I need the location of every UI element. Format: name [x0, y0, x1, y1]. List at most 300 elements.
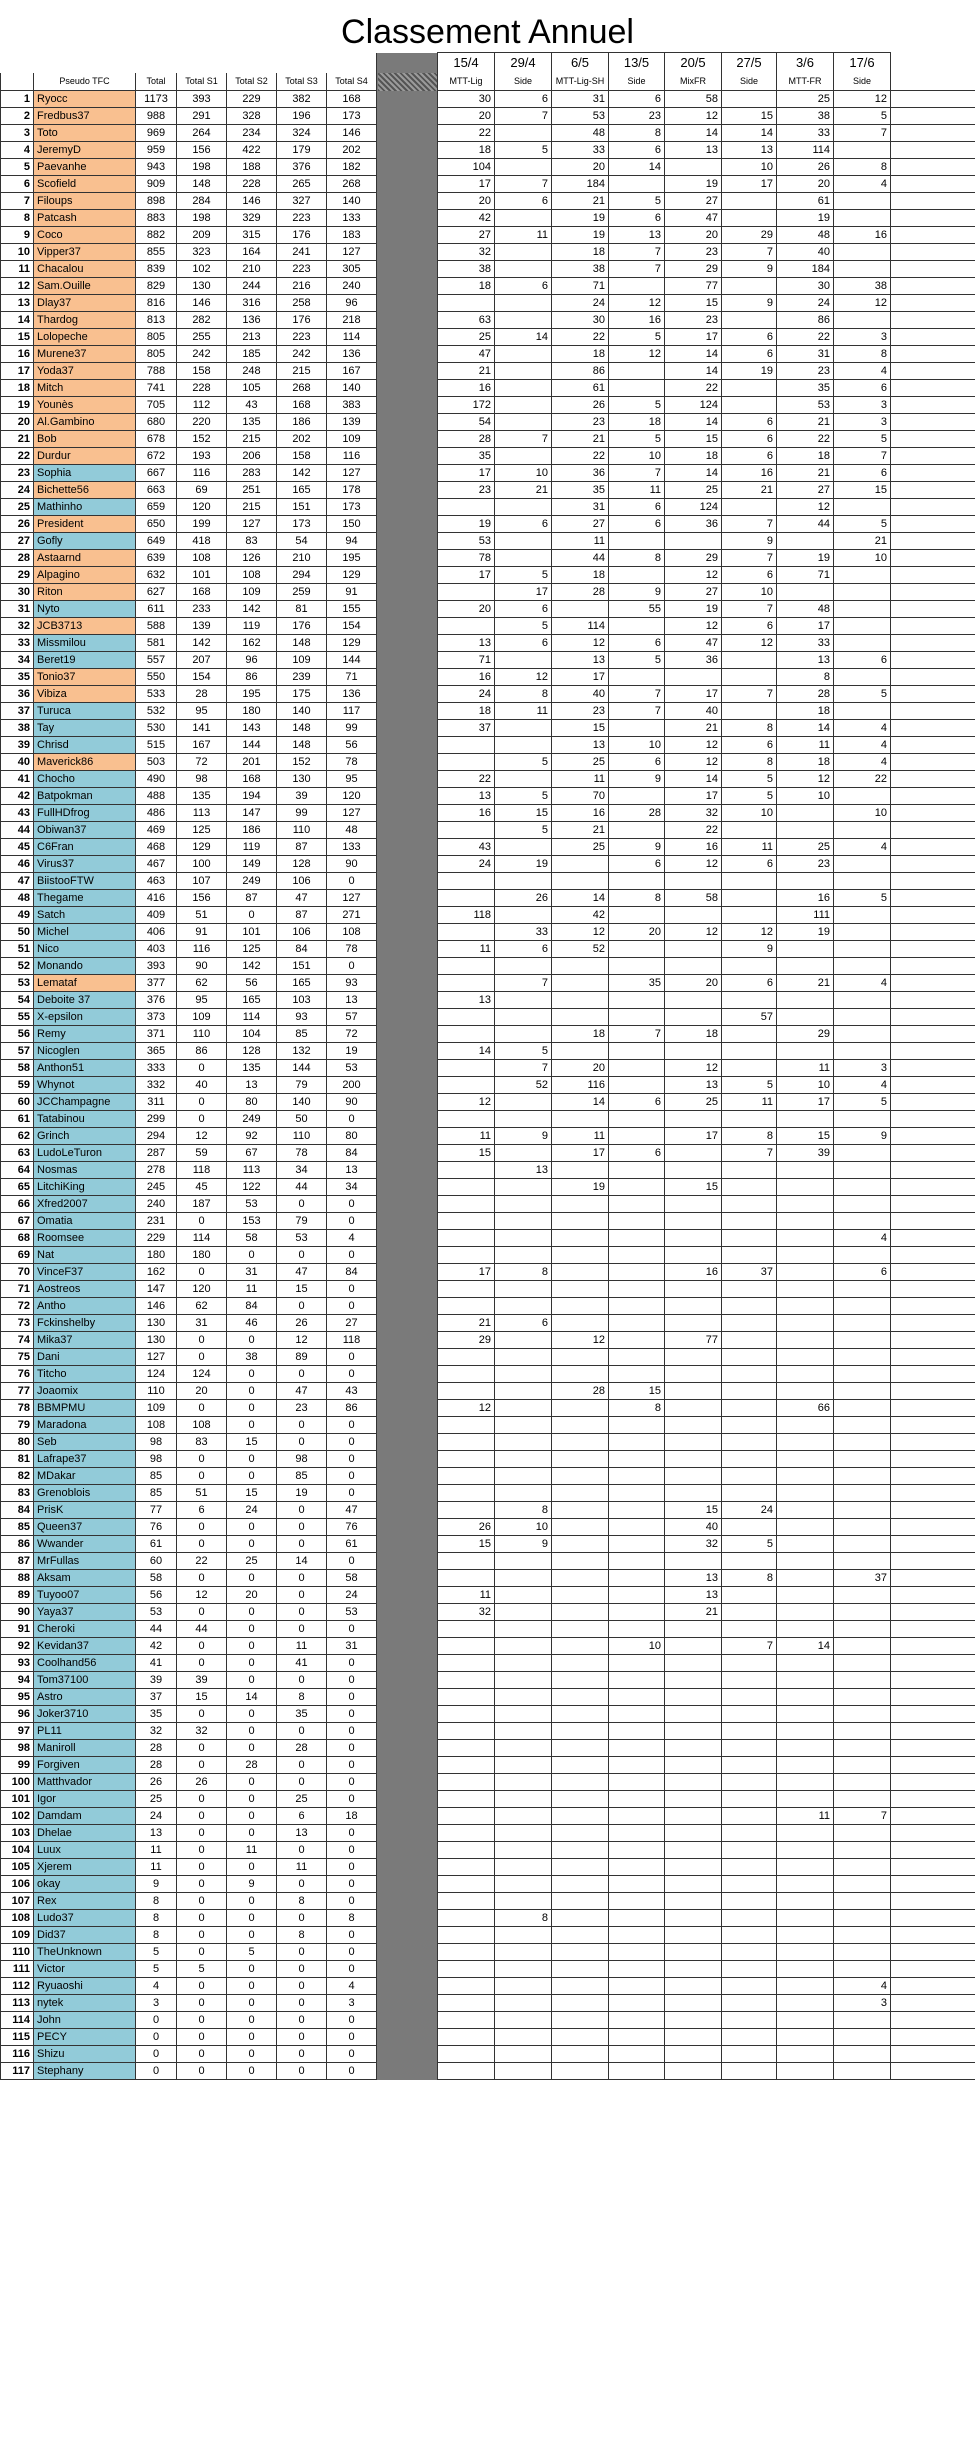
rank-cell: 52	[1, 958, 34, 975]
season-1-cell: 32	[177, 1723, 227, 1740]
event-points-cell: 6	[609, 516, 665, 533]
event-points-cell	[834, 601, 891, 618]
season-2-cell: 0	[227, 1247, 277, 1264]
event-points-cell	[834, 567, 891, 584]
event-points-cell	[834, 1400, 891, 1417]
event-points-cell	[552, 1757, 609, 1774]
separator-column	[377, 278, 438, 295]
season-1-cell: 142	[177, 635, 227, 652]
player-name: PECY	[34, 2029, 136, 2046]
event-points-cell	[777, 1757, 834, 1774]
table-row	[1, 601, 975, 618]
player-name: Seb	[34, 1434, 136, 1451]
table-row	[1, 1077, 975, 1094]
total-cell: 77	[136, 1502, 177, 1519]
rank-cell: 60	[1, 1094, 34, 1111]
event-points-cell	[665, 1043, 722, 1060]
event-points-cell: 8	[495, 1502, 552, 1519]
season-2-cell: 135	[227, 414, 277, 431]
event-points-cell	[552, 1995, 609, 2012]
player-name: Paevanhe	[34, 159, 136, 176]
event-date: 29/4	[495, 53, 552, 73]
event-points-cell	[777, 1791, 834, 1808]
separator-column	[377, 1417, 438, 1434]
season-2-cell: 9	[227, 1876, 277, 1893]
total-cell: 943	[136, 159, 177, 176]
rank-cell: 112	[1, 1978, 34, 1995]
event-points-cell	[777, 1553, 834, 1570]
event-points-cell	[722, 669, 777, 686]
event-points-cell: 7	[722, 244, 777, 261]
event-points-cell	[438, 1978, 495, 1995]
event-date: 17/6	[834, 53, 891, 73]
event-points-cell: 4	[834, 720, 891, 737]
separator-column	[377, 1451, 438, 1468]
event-points-cell: 36	[552, 465, 609, 482]
event-points-cell: 11	[495, 703, 552, 720]
event-points-cell: 27	[777, 482, 834, 499]
event-points-cell: 22	[777, 431, 834, 448]
separator-column	[377, 1757, 438, 1774]
season-4-cell: 80	[327, 1128, 377, 1145]
rank-cell: 5	[1, 159, 34, 176]
trailing-cell	[891, 1400, 975, 1417]
rank-cell: 38	[1, 720, 34, 737]
season-3-cell: 0	[277, 1298, 327, 1315]
rank-cell: 30	[1, 584, 34, 601]
trailing-cell	[891, 975, 975, 992]
season-2-cell: 38	[227, 1349, 277, 1366]
season-2-cell: 0	[227, 1604, 277, 1621]
event-points-cell	[609, 1434, 665, 1451]
season-1-cell: 0	[177, 1876, 227, 1893]
season-2-cell: 0	[227, 1774, 277, 1791]
rank-cell: 31	[1, 601, 34, 618]
event-points-cell	[495, 1638, 552, 1655]
event-points-cell	[665, 1366, 722, 1383]
rank-cell: 35	[1, 669, 34, 686]
event-points-cell	[777, 1859, 834, 1876]
event-points-cell	[609, 1128, 665, 1145]
total-cell: 403	[136, 941, 177, 958]
season-2-cell: 249	[227, 873, 277, 890]
event-points-cell: 12	[609, 295, 665, 312]
event-points-cell	[777, 1366, 834, 1383]
separator-column	[377, 448, 438, 465]
event-points-cell	[495, 1451, 552, 1468]
table-row	[1, 1213, 975, 1230]
event-points-cell: 13	[665, 1077, 722, 1094]
player-name: Nosmas	[34, 1162, 136, 1179]
event-points-cell	[495, 499, 552, 516]
season-4-cell: 0	[327, 2012, 377, 2029]
event-points-cell	[438, 1009, 495, 1026]
trailing-cell	[891, 210, 975, 227]
event-points-cell: 38	[834, 278, 891, 295]
event-points-cell	[834, 1043, 891, 1060]
event-points-cell: 18	[777, 703, 834, 720]
rank-cell: 109	[1, 1927, 34, 1944]
event-points-cell: 172	[438, 397, 495, 414]
event-points-cell	[777, 1910, 834, 1927]
season-2-cell: 0	[227, 1825, 277, 1842]
trailing-cell	[891, 958, 975, 975]
player-name: Titcho	[34, 1366, 136, 1383]
season-1-cell: 0	[177, 1570, 227, 1587]
season-4-cell: 271	[327, 907, 377, 924]
event-points-cell: 6	[722, 431, 777, 448]
event-points-cell: 20	[438, 193, 495, 210]
season-4-cell: 0	[327, 1468, 377, 1485]
event-points-cell: 12	[665, 737, 722, 754]
total-cell: 0	[136, 2046, 177, 2063]
event-points-cell: 27	[438, 227, 495, 244]
player-name: Mitch	[34, 380, 136, 397]
rank-cell: 78	[1, 1400, 34, 1417]
table-row	[1, 244, 975, 261]
event-points-cell	[552, 1808, 609, 1825]
event-points-cell	[609, 1587, 665, 1604]
event-points-cell: 18	[552, 244, 609, 261]
event-points-cell: 25	[438, 329, 495, 346]
trailing-cell	[891, 584, 975, 601]
season-1-cell: 108	[177, 550, 227, 567]
event-points-cell	[552, 1298, 609, 1315]
rank-cell: 98	[1, 1740, 34, 1757]
event-points-cell	[495, 159, 552, 176]
event-points-cell	[495, 2046, 552, 2063]
event-points-cell	[495, 346, 552, 363]
separator-column	[377, 1264, 438, 1281]
event-points-cell: 7	[495, 108, 552, 125]
rank-cell: 22	[1, 448, 34, 465]
trailing-cell	[891, 1978, 975, 1995]
event-points-cell	[495, 1808, 552, 1825]
event-points-cell: 32	[438, 244, 495, 261]
event-points-cell	[834, 873, 891, 890]
rank-cell: 33	[1, 635, 34, 652]
season-4-cell: 0	[327, 1842, 377, 1859]
event-points-cell	[777, 1434, 834, 1451]
event-points-cell	[834, 1145, 891, 1162]
player-name: Coolhand56	[34, 1655, 136, 1672]
season-1-cell: 0	[177, 1604, 227, 1621]
season-2-cell: 0	[227, 1519, 277, 1536]
event-points-cell: 27	[552, 516, 609, 533]
season-1-cell: 0	[177, 1094, 227, 1111]
event-points-cell	[495, 1621, 552, 1638]
event-points-cell	[777, 1009, 834, 1026]
total-cell: 839	[136, 261, 177, 278]
event-points-cell	[495, 2063, 552, 2080]
event-points-cell: 7	[495, 1060, 552, 1077]
season-4-cell: 3	[327, 1995, 377, 2012]
separator-column	[377, 1910, 438, 1927]
trailing-cell	[891, 805, 975, 822]
event-points-cell	[609, 1723, 665, 1740]
rank-cell: 61	[1, 1111, 34, 1128]
trailing-cell	[891, 652, 975, 669]
season-1-cell: 112	[177, 397, 227, 414]
event-points-cell	[552, 2029, 609, 2046]
season-1-cell: 129	[177, 839, 227, 856]
event-points-cell	[777, 1723, 834, 1740]
player-name: MDakar	[34, 1468, 136, 1485]
event-points-cell	[438, 1689, 495, 1706]
event-points-cell	[834, 1111, 891, 1128]
event-points-cell: 21	[722, 482, 777, 499]
season-3-cell: 47	[277, 1264, 327, 1281]
season-4-cell: 168	[327, 91, 377, 108]
table-row	[1, 91, 975, 108]
total-cell: 56	[136, 1587, 177, 1604]
season-2-cell: 422	[227, 142, 277, 159]
event-points-cell: 47	[438, 346, 495, 363]
separator-column	[377, 856, 438, 873]
event-points-cell	[438, 1876, 495, 1893]
season-1-cell: 22	[177, 1553, 227, 1570]
event-points-cell	[438, 1077, 495, 1094]
season-4-cell: 0	[327, 1791, 377, 1808]
event-points-cell: 9	[609, 771, 665, 788]
season-1-cell: 158	[177, 363, 227, 380]
season-2-cell: 0	[227, 1536, 277, 1553]
player-name: Yoda37	[34, 363, 136, 380]
table-row	[1, 1842, 975, 1859]
season-3-cell: 47	[277, 1383, 327, 1400]
season-4-cell: 0	[327, 1111, 377, 1128]
event-points-cell	[609, 1332, 665, 1349]
season-4-cell: 0	[327, 1196, 377, 1213]
event-points-cell: 10	[777, 788, 834, 805]
event-points-cell: 22	[438, 771, 495, 788]
event-points-cell	[722, 1893, 777, 1910]
season-3-cell: 196	[277, 108, 327, 125]
season-1-cell: 152	[177, 431, 227, 448]
event-points-cell: 6	[495, 941, 552, 958]
event-points-cell: 19	[552, 210, 609, 227]
season-4-cell: 84	[327, 1264, 377, 1281]
player-name: Toto	[34, 125, 136, 142]
season-2-cell: 113	[227, 1162, 277, 1179]
event-points-cell	[438, 2029, 495, 2046]
total-cell: 813	[136, 312, 177, 329]
season-4-cell: 0	[327, 1485, 377, 1502]
table-row	[1, 873, 975, 890]
event-points-cell: 32	[438, 1604, 495, 1621]
event-points-cell: 11	[777, 737, 834, 754]
event-points-cell: 30	[552, 312, 609, 329]
trailing-cell	[891, 1298, 975, 1315]
rank-cell: 75	[1, 1349, 34, 1366]
event-points-cell: 9	[722, 533, 777, 550]
player-name: Stephany	[34, 2063, 136, 2080]
event-points-cell	[552, 1230, 609, 1247]
column-header-row	[1, 73, 975, 91]
trailing-cell	[891, 669, 975, 686]
total-cell: 503	[136, 754, 177, 771]
player-name: Nat	[34, 1247, 136, 1264]
rank-cell: 103	[1, 1825, 34, 1842]
season-1-cell: 0	[177, 1808, 227, 1825]
event-points-cell: 12	[665, 108, 722, 125]
event-points-cell	[665, 1315, 722, 1332]
event-points-cell: 20	[438, 108, 495, 125]
event-points-cell	[722, 1315, 777, 1332]
event-points-cell: 14	[495, 329, 552, 346]
event-points-cell	[609, 1196, 665, 1213]
event-points-cell: 8	[609, 125, 665, 142]
player-name: FullHDfrog	[34, 805, 136, 822]
player-name: Durdur	[34, 448, 136, 465]
event-points-cell	[609, 669, 665, 686]
season-3-cell: 50	[277, 1111, 327, 1128]
table-row	[1, 2046, 975, 2063]
event-points-cell	[438, 1434, 495, 1451]
season-3-cell: 28	[277, 1740, 327, 1757]
season-3-cell: 0	[277, 2012, 327, 2029]
event-points-cell	[438, 1298, 495, 1315]
event-points-cell: 3	[834, 329, 891, 346]
event-points-cell: 20	[438, 601, 495, 618]
player-name: Batpokman	[34, 788, 136, 805]
season-2-cell: 0	[227, 1995, 277, 2012]
rank-cell: 7	[1, 193, 34, 210]
separator-column	[377, 584, 438, 601]
trailing-cell	[891, 1791, 975, 1808]
event-points-cell: 10	[834, 550, 891, 567]
event-points-cell	[834, 1281, 891, 1298]
event-points-cell	[495, 771, 552, 788]
season-1-cell: 167	[177, 737, 227, 754]
player-name: Mika37	[34, 1332, 136, 1349]
event-points-cell	[552, 1672, 609, 1689]
event-points-cell: 20	[552, 1060, 609, 1077]
total-cell: 377	[136, 975, 177, 992]
event-points-cell	[552, 2012, 609, 2029]
trailing-cell	[891, 142, 975, 159]
season-4-cell: 86	[327, 1400, 377, 1417]
player-name: Omatia	[34, 1213, 136, 1230]
event-points-cell	[665, 992, 722, 1009]
event-points-cell	[777, 1655, 834, 1672]
season-2-cell: 0	[227, 1740, 277, 1757]
event-points-cell	[495, 1213, 552, 1230]
event-points-cell	[834, 584, 891, 601]
event-points-cell: 6	[834, 1264, 891, 1281]
event-points-cell: 19	[777, 924, 834, 941]
total-cell: 240	[136, 1196, 177, 1213]
season-4-cell: 31	[327, 1638, 377, 1655]
season-3-cell: 148	[277, 635, 327, 652]
event-points-cell	[834, 1638, 891, 1655]
event-points-cell	[777, 1298, 834, 1315]
event-points-cell: 12	[665, 567, 722, 584]
player-name: Wwander	[34, 1536, 136, 1553]
event-points-cell	[495, 1366, 552, 1383]
event-points-cell	[777, 1842, 834, 1859]
event-points-cell: 22	[777, 329, 834, 346]
event-points-cell	[609, 1706, 665, 1723]
season-4-cell: 178	[327, 482, 377, 499]
table-row	[1, 499, 975, 516]
rank-cell: 18	[1, 380, 34, 397]
trailing-cell	[891, 1264, 975, 1281]
event-points-cell: 29	[438, 1332, 495, 1349]
event-points-cell: 13	[722, 142, 777, 159]
event-points-cell: 52	[495, 1077, 552, 1094]
season-1-cell: 39	[177, 1672, 227, 1689]
season-4-cell: 56	[327, 737, 377, 754]
event-points-cell: 86	[777, 312, 834, 329]
separator-column	[377, 1995, 438, 2012]
season-4-cell: 0	[327, 1740, 377, 1757]
season-2-cell: 149	[227, 856, 277, 873]
player-name: okay	[34, 1876, 136, 1893]
event-points-cell: 21	[665, 1604, 722, 1621]
season-3-cell: 54	[277, 533, 327, 550]
table-row	[1, 227, 975, 244]
total-cell: 245	[136, 1179, 177, 1196]
event-points-cell: 30	[777, 278, 834, 295]
season-1-cell: 6	[177, 1502, 227, 1519]
event-points-cell: 12	[665, 924, 722, 941]
player-name: Filoups	[34, 193, 136, 210]
event-points-cell	[438, 1791, 495, 1808]
event-points-cell: 14	[665, 414, 722, 431]
event-points-cell	[495, 533, 552, 550]
total-cell: 9	[136, 1876, 177, 1893]
separator-column	[377, 142, 438, 159]
rank-cell: 50	[1, 924, 34, 941]
total-cell: 32	[136, 1723, 177, 1740]
season-4-cell: 43	[327, 1383, 377, 1400]
season-1-cell: 102	[177, 261, 227, 278]
rank-cell: 4	[1, 142, 34, 159]
total-cell: 581	[136, 635, 177, 652]
rank-cell: 108	[1, 1910, 34, 1927]
event-points-cell: 12	[834, 295, 891, 312]
event-points-cell	[552, 1638, 609, 1655]
player-name: BiistooFTW	[34, 873, 136, 890]
event-points-cell	[665, 1910, 722, 1927]
event-points-cell	[834, 1349, 891, 1366]
event-points-cell	[722, 958, 777, 975]
season-1-cell: 198	[177, 210, 227, 227]
event-points-cell	[609, 1774, 665, 1791]
table-row	[1, 1791, 975, 1808]
season-2-cell: 0	[227, 907, 277, 924]
event-points-cell	[438, 2046, 495, 2063]
event-points-cell	[495, 1825, 552, 1842]
event-points-cell	[834, 1825, 891, 1842]
event-points-cell: 21	[552, 193, 609, 210]
event-points-cell	[495, 1009, 552, 1026]
event-points-cell	[552, 1451, 609, 1468]
event-points-cell	[552, 2046, 609, 2063]
player-name: Chrisd	[34, 737, 136, 754]
season-2-cell: 0	[227, 1366, 277, 1383]
event-points-cell	[777, 533, 834, 550]
event-points-cell: 24	[722, 1502, 777, 1519]
event-points-cell: 25	[665, 1094, 722, 1111]
trailing-cell	[891, 2063, 975, 2080]
event-points-cell: 42	[552, 907, 609, 924]
player-name: Virus37	[34, 856, 136, 873]
season-4-cell: 139	[327, 414, 377, 431]
season-1-cell: 101	[177, 567, 227, 584]
season-2-cell: 210	[227, 261, 277, 278]
